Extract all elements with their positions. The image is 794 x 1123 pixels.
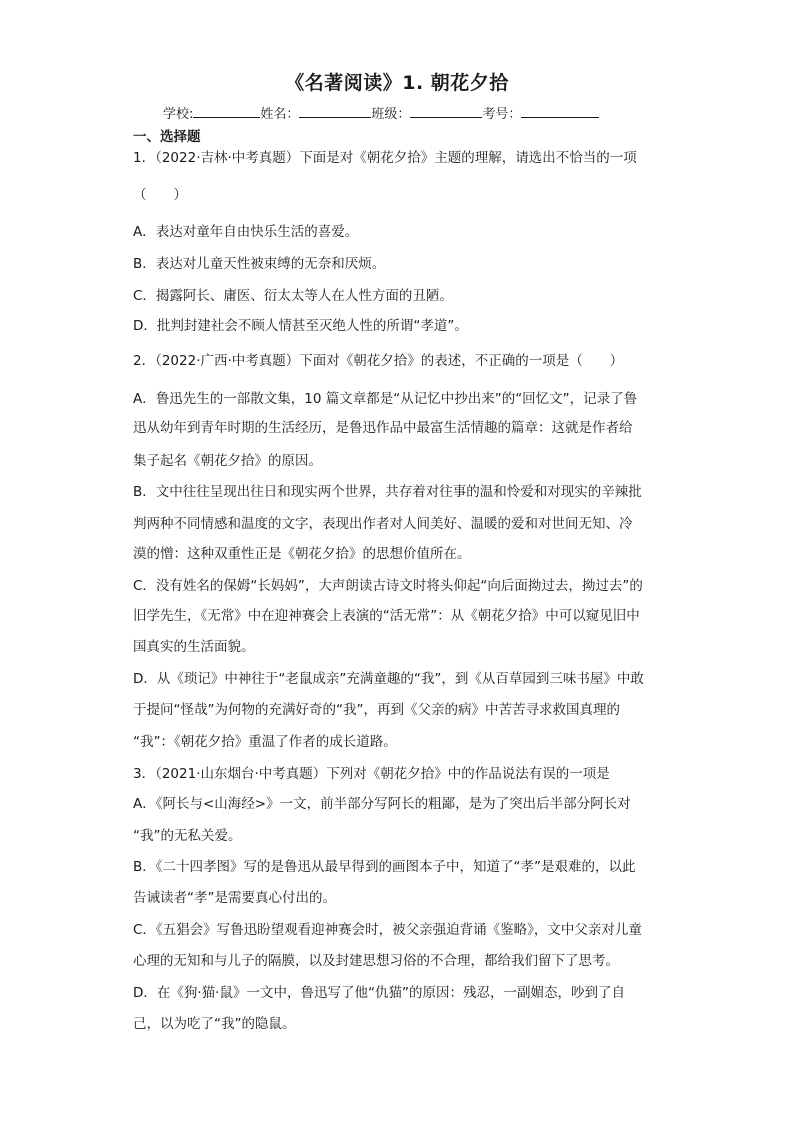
- exam-no-blank: [521, 104, 599, 118]
- school-blank: [193, 104, 260, 118]
- page-title: 《名著阅读》1. 朝花夕拾: [285, 72, 509, 94]
- option-line: 漠的憎：这种双重性正是《朝花夕拾》的思想价值所在。: [133, 546, 471, 562]
- option-line: 判两种不同情感和温度的文字，表现出作者对人间美好、温暖的爱和对世间无知、冷: [133, 516, 633, 532]
- option-line: 告诫读者“孝”是需要真心付出的。: [133, 890, 336, 906]
- school-label: 学校:: [163, 107, 194, 122]
- option-line: D．批判封建社会不顾人情甚至灭绝人性的所谓“孝道”。: [133, 318, 468, 334]
- option-line: B．《二十四孝图》写的是鲁迅从最早得到的画图本子中，知道了“孝”是艰难的，以此: [133, 859, 636, 875]
- option-line: C．揭露阿长、庸医、衍太太等人在人性方面的丑陋。: [133, 288, 453, 304]
- option-line: 己，以为吃了“我”的隐鼠。: [133, 1016, 296, 1032]
- option-line: A．鲁迅先生的一部散文集，10 篇文章都是“从记忆中抄出来”的“回忆文”，记录了鲁: [133, 391, 638, 407]
- option-line: 国真实的生活面貌。: [133, 639, 255, 655]
- question-line: （ ）: [133, 187, 187, 203]
- student-info-row: [163, 103, 599, 122]
- question-line: 2．（2022·广西·中考真题）下面对《朝花夕拾》的表述，不正确的一项是（ ）: [133, 353, 624, 369]
- option-line: C．《五猖会》写鲁迅盼望观看迎神赛会时，被父亲强迫背诵《鉴略》，文中父亲对儿童: [133, 922, 642, 938]
- option-line: B．表达对儿童天性被束缚的无奈和厌烦。: [133, 256, 386, 272]
- option-line: 心理的无知和与儿子的隔膜，以及封建思想习俗的不合理，都给我们留下了思考。: [133, 953, 619, 969]
- option-line: 集子起名《朝花夕拾》的原因。: [133, 453, 322, 469]
- class-blank: [410, 104, 482, 118]
- question-line: 1．（2022·吉林·中考真题）下面是对《朝花夕拾》主题的理解，请选出不恰当的一项: [133, 150, 637, 166]
- option-line: C．没有姓名的保姆“长妈妈”，大声朗读古诗文时将头仰起“向后面拗过去，拗过去”的: [133, 578, 643, 594]
- option-line: 于提问“怪哉”为何物的充满好奇的“我”，再到《父亲的病》中苦苦寻求救国真理的: [133, 702, 620, 718]
- name-blank: [299, 104, 371, 118]
- option-line: A．表达对童年自由快乐生活的喜爱。: [133, 224, 359, 240]
- option-line: 迅从幼年到青年时期的生活经历，是鲁迅作品中最富生活情趣的篇章：这就是作者给: [133, 420, 633, 436]
- class-label: 班级：: [371, 107, 411, 122]
- option-line: 旧学先生，《无常》中在迎神赛会上表演的“活无常”：从《朝花夕拾》中可以窥见旧中: [133, 608, 640, 624]
- option-line: “我”：《朝花夕拾》重温了作者的成长道路。: [133, 734, 397, 750]
- name-label: 姓名：: [260, 107, 300, 122]
- option-line: D．在《狗·猫·鼠》一文中，鲁迅写了他“仇猫”的原因：残忍，一副媚态，吵到了自: [133, 985, 625, 1001]
- option-line: “我”的无私关爱。: [133, 828, 242, 844]
- exam-no-label: 考号：: [482, 107, 522, 122]
- option-line: D．从《琐记》中神往于“老鼠成亲”充满童趣的“我”，到《从百草园到三味书屋》中敢: [133, 671, 644, 687]
- option-line: A．《阿长与<山海经>》一文，前半部分写阿长的粗鄙，是为了突出后半部分阿长对: [133, 796, 631, 812]
- question-line: 3．（2021·山东烟台·中考真题）下列对《朝花夕拾》中的作品说法有误的一项是: [133, 766, 610, 782]
- section-heading: 一、选择题: [133, 129, 201, 145]
- option-line: B．文中往往呈现出往日和现实两个世界，共存着对往事的温和怜爱和对现实的辛辣批: [133, 484, 642, 500]
